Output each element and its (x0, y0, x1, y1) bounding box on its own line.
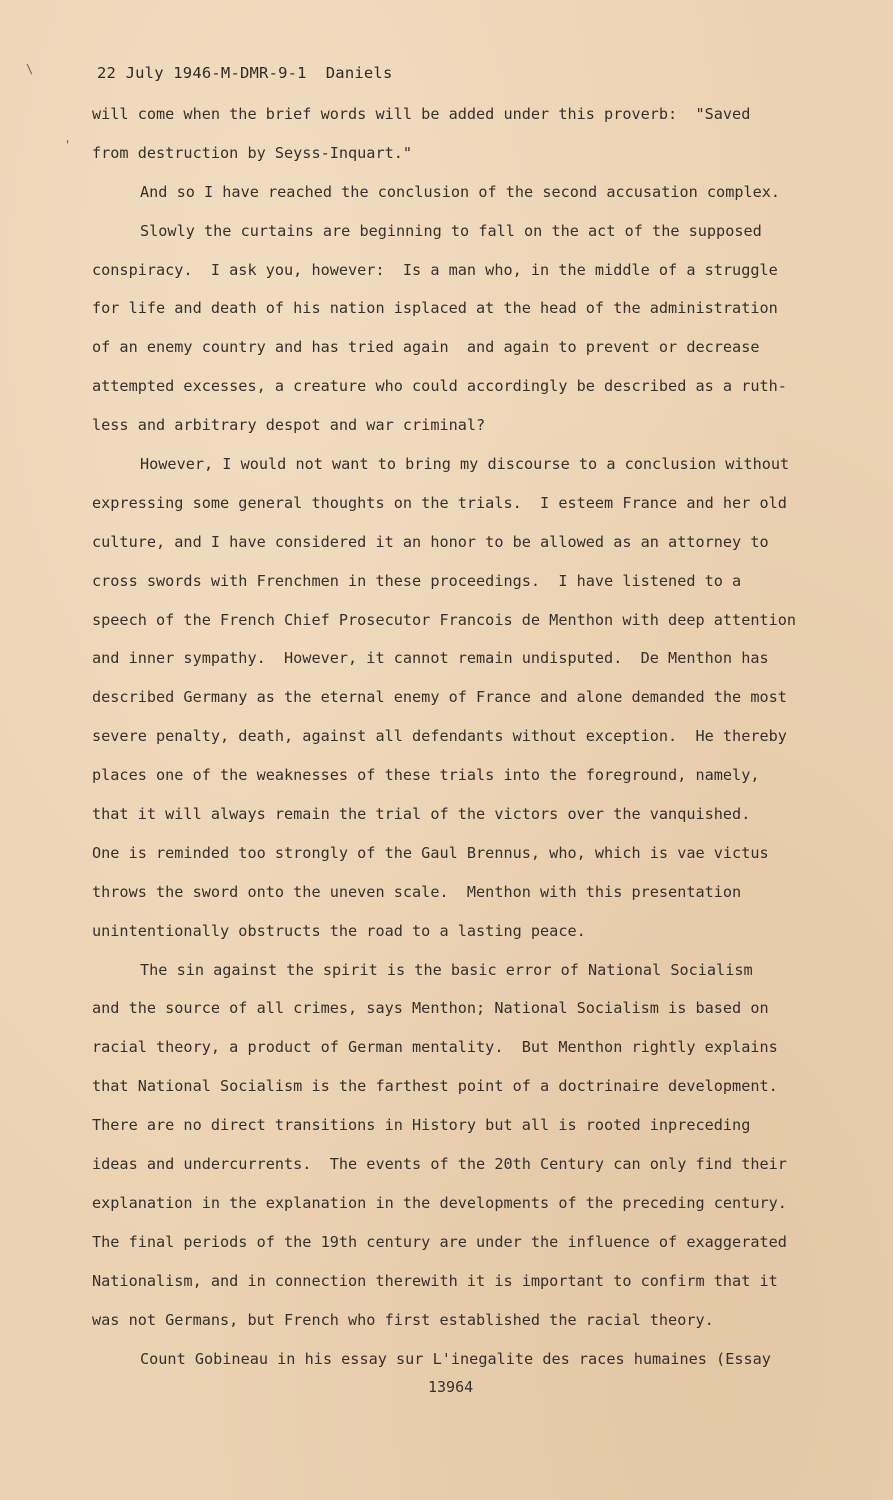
page-number: 13964 (428, 1378, 474, 1396)
text-line: However, I would not want to bring my discourse to a conclusion without (140, 455, 790, 474)
text-line: places one of the weaknesses of these trials into the foreground, namely, (92, 766, 760, 785)
text-line: Slowly the curtains are beginning to fall on the act of the supposed (140, 221, 762, 240)
text-line: for life and death of his nation isplaced at the head of the administration (92, 299, 778, 318)
text-line: explanation in the explanation in the developments of the preceding century. (92, 1193, 787, 1212)
text-line: Count Gobineau in his essay sur L'inegalite des races humaines (Essay (140, 1349, 771, 1368)
document-header: 22 July 1946-M-DMR-9-1 Daniels (97, 64, 393, 82)
text-line: And so I have reached the conclusion of the second accusation complex. (140, 182, 781, 201)
text-line: severe penalty, death, against all defendants without exception. He thereby (92, 727, 787, 746)
text-line: unintentionally obstructs the road to a lasting peace. (92, 921, 586, 940)
text-line: less and arbitrary despot and war criminal? (92, 416, 486, 435)
text-line: will come when the brief words will be added under this proverb: "Saved (92, 105, 751, 123)
text-line: throws the sword onto the uneven scale. Menthon with this presentation (92, 882, 742, 901)
text-line: expressing some general thoughts on the trials. I esteem France and her old (92, 493, 787, 512)
text-line: from destruction by Seyss-Inquart." (92, 143, 413, 162)
text-line: that National Socialism is the farthest point of a doctrinaire development. (92, 1077, 778, 1096)
document-body (92, 100, 852, 1383)
text-line: cross swords with Frenchmen in these proceedings. I have listened to a (92, 571, 742, 590)
text-line: One is reminded too strongly of the Gaul Brennus, who, which is vae victus (92, 843, 769, 862)
text-line: was not Germans, but French who first established the racial theory. (92, 1310, 714, 1329)
text-line: The final periods of the 19th century are under the influence of exaggerated (92, 1232, 787, 1251)
text-line: Nationalism, and in connection therewith it is important to confirm that it (92, 1271, 778, 1290)
margin-mark: ' (64, 138, 72, 152)
text-line: and the source of all crimes, says Menthon; National Socialism is based on (92, 999, 769, 1018)
text-line: of an enemy country and has tried again and again to prevent or decrease (92, 338, 760, 357)
text-line: and inner sympathy. However, it cannot remain undisputed. De Menthon has (92, 649, 769, 668)
text-line: The sin against the spirit is the basic error of National Socialism (140, 960, 753, 979)
text-line: that it will always remain the trial of the victors over the vanquished. (92, 805, 751, 824)
text-line: ideas and undercurrents. The events of the 20th Century can only find their (92, 1155, 787, 1174)
text-line: There are no direct transitions in History but all is rooted inpreceding (92, 1116, 751, 1135)
text-line: racial theory, a product of German mentality. But Menthon rightly explains (92, 1038, 778, 1057)
text-line: speech of the French Chief Prosecutor Francois de Menthon with deep attention (92, 610, 797, 629)
margin-mark: \ (26, 62, 34, 76)
text-line: attempted excesses, a creature who could accordingly be described as a ruth- (92, 377, 787, 396)
text-line: described Germany as the eternal enemy of France and alone demanded the most (92, 688, 787, 707)
text-line: conspiracy. I ask you, however: Is a man who, in the middle of a struggle (92, 260, 778, 279)
text-line: culture, and I have considered it an honor to be allowed as an attorney to (92, 532, 769, 551)
